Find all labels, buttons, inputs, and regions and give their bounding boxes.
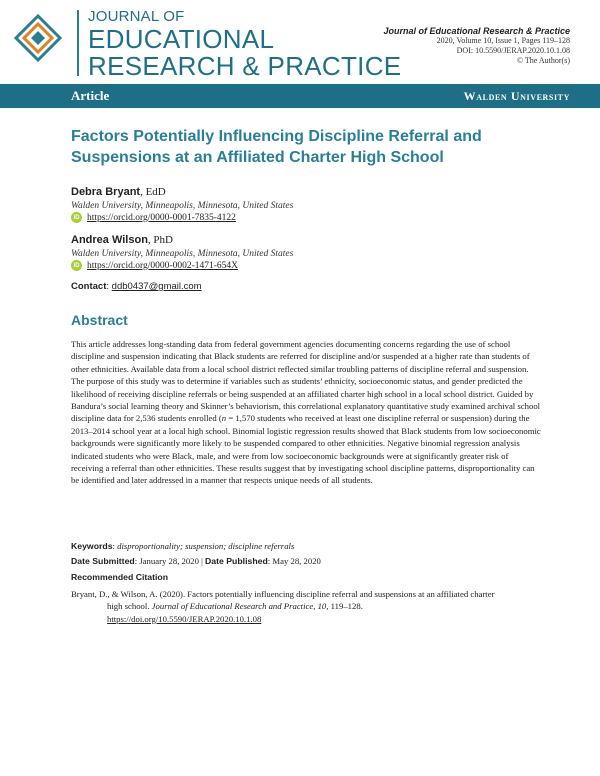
contact: Contact: ddb0437@gmail.com (71, 281, 202, 292)
meta-journal: Journal of Educational Research & Practice (383, 26, 570, 36)
contact-email-link[interactable]: ddb0437@gmail.com (111, 281, 202, 292)
keywords: Keywords: disproportionality; suspension; discipline referrals (71, 541, 295, 551)
article-type-label: Article (71, 88, 110, 103)
date-published-label: Date Published (205, 556, 268, 566)
author-2-affiliation: Walden University, Minneapolis, Minnesota, United States (71, 249, 294, 259)
date-published: May 28, 2020 (272, 556, 321, 566)
abstract-text-before: This article addresses long-standing data from federal government agencies documenting concerns regarding the use of school discipline and suspension indicating that Black students are referred for discipline and/or suspended at a higher rate than students of other ethnicities. Available data from a local school district reflected similar troubling patterns of discipline referral and suspension. The purpose of this study was to determine if variables such as students’ ethnicity, socioeconomic status, and gender predicted the likelihood of receiving discipline referrals or being suspended at an affiliated charter high school in a local school district. Guided by Bandura’s social learning theory and Skinner’s behaviorism, this correlational explanatory quantitative study examined archival school discipline data for 2,536 students enrolled ( (71, 339, 541, 424)
citation-line1: Bryant, D., & Wilson, A. (2020). Factors potentially influencing discipline referral and suspensions at an affiliated charter (71, 589, 495, 599)
citation-pages: , 119–128. (326, 601, 363, 612)
citation-line3 (71, 613, 551, 625)
contact-label: Contact (71, 281, 107, 292)
abstract-heading: Abstract (71, 312, 128, 328)
citation-journal: Journal of Educational Research and Practice, 10 (151, 601, 327, 612)
author-2-degree: , PhD (147, 234, 173, 246)
dates-separator: | (198, 556, 206, 566)
orcid-icon: iD (71, 212, 82, 223)
journal-name-line1: JOURNAL OF (88, 8, 185, 25)
publisher-label: Walden University (463, 89, 570, 103)
meta-doi: DOI: 10.5590/JERAP.2020.10.1.08 (456, 46, 570, 55)
masthead (0, 0, 600, 84)
abstract-body (71, 338, 541, 487)
dates: Date Submitted: January 28, 2020 | Date Published: May 28, 2020 (71, 556, 321, 566)
author-1 (71, 186, 166, 198)
journal-name-line3: RESEARCH & PRACTICE (88, 51, 402, 81)
author-2-name: Andrea Wilson (71, 234, 148, 246)
date-submitted-label: Date Submitted (71, 556, 135, 566)
author-1-degree: , EdD (140, 186, 166, 198)
journal-name (88, 9, 401, 79)
citation-line2 (71, 600, 551, 612)
date-submitted: January 28, 2020 (139, 556, 199, 566)
journal-meta (383, 26, 570, 66)
logo-divider (77, 10, 79, 76)
author-1-name: Debra Bryant (71, 186, 141, 198)
author-1-orcid-link[interactable]: https://orcid.org/0000-0001-7835-4122 (87, 212, 236, 223)
journal-name-line2: EDUCATIONAL (88, 24, 275, 54)
abstract-text-after: = 1,570 students who received at least one discipline referral or suspension) during the 2013–2014 school year at a local high school. Binomial logistic regression results showed that Black students from low socioeconomic backgrounds were significantly more likely to be suspended compared to other ethnicities. Negative binomial regression analysis indicated students who were Black, male, and were from low socioeconomic backgrounds were at significantly greater risk of receiving a referral than other ethnicities. These results suggest that by investigating school discipline patterns, disproportionality can be identified and later addressed in a manner that respects unique needs of all students. (71, 413, 541, 486)
article-band (0, 84, 600, 108)
article-title: Factors Potentially Influencing Discipline Referral and Suspensions at an Affiliated Charter High School (71, 128, 482, 166)
citation (71, 588, 551, 625)
keywords-value: disproportionality; suspension; discipline referrals (117, 541, 295, 551)
citation-part2: high school. (107, 601, 150, 612)
keywords-label: Keywords (71, 541, 113, 551)
author-2-orcid (71, 260, 238, 271)
author-2 (71, 234, 173, 246)
citation-heading: Recommended Citation (71, 572, 169, 582)
abstract-n-symbol: n (221, 413, 227, 424)
author-2-orcid-link[interactable]: https://orcid.org/0000-0002-1471-654X (87, 260, 239, 271)
author-1-orcid (71, 212, 236, 223)
meta-issue: 2020, Volume 10, Issue 1, Pages 119–128 (436, 36, 570, 45)
meta-copyright: © The Author(s) (516, 56, 570, 65)
author-1-affiliation: Walden University, Minneapolis, Minnesota, United States (71, 201, 294, 211)
citation-doi-link[interactable]: https://doi.org/10.5590/JERAP.2020.10.1.08 (107, 613, 262, 624)
journal-logo-icon (14, 14, 62, 62)
orcid-icon: iD (71, 260, 82, 271)
